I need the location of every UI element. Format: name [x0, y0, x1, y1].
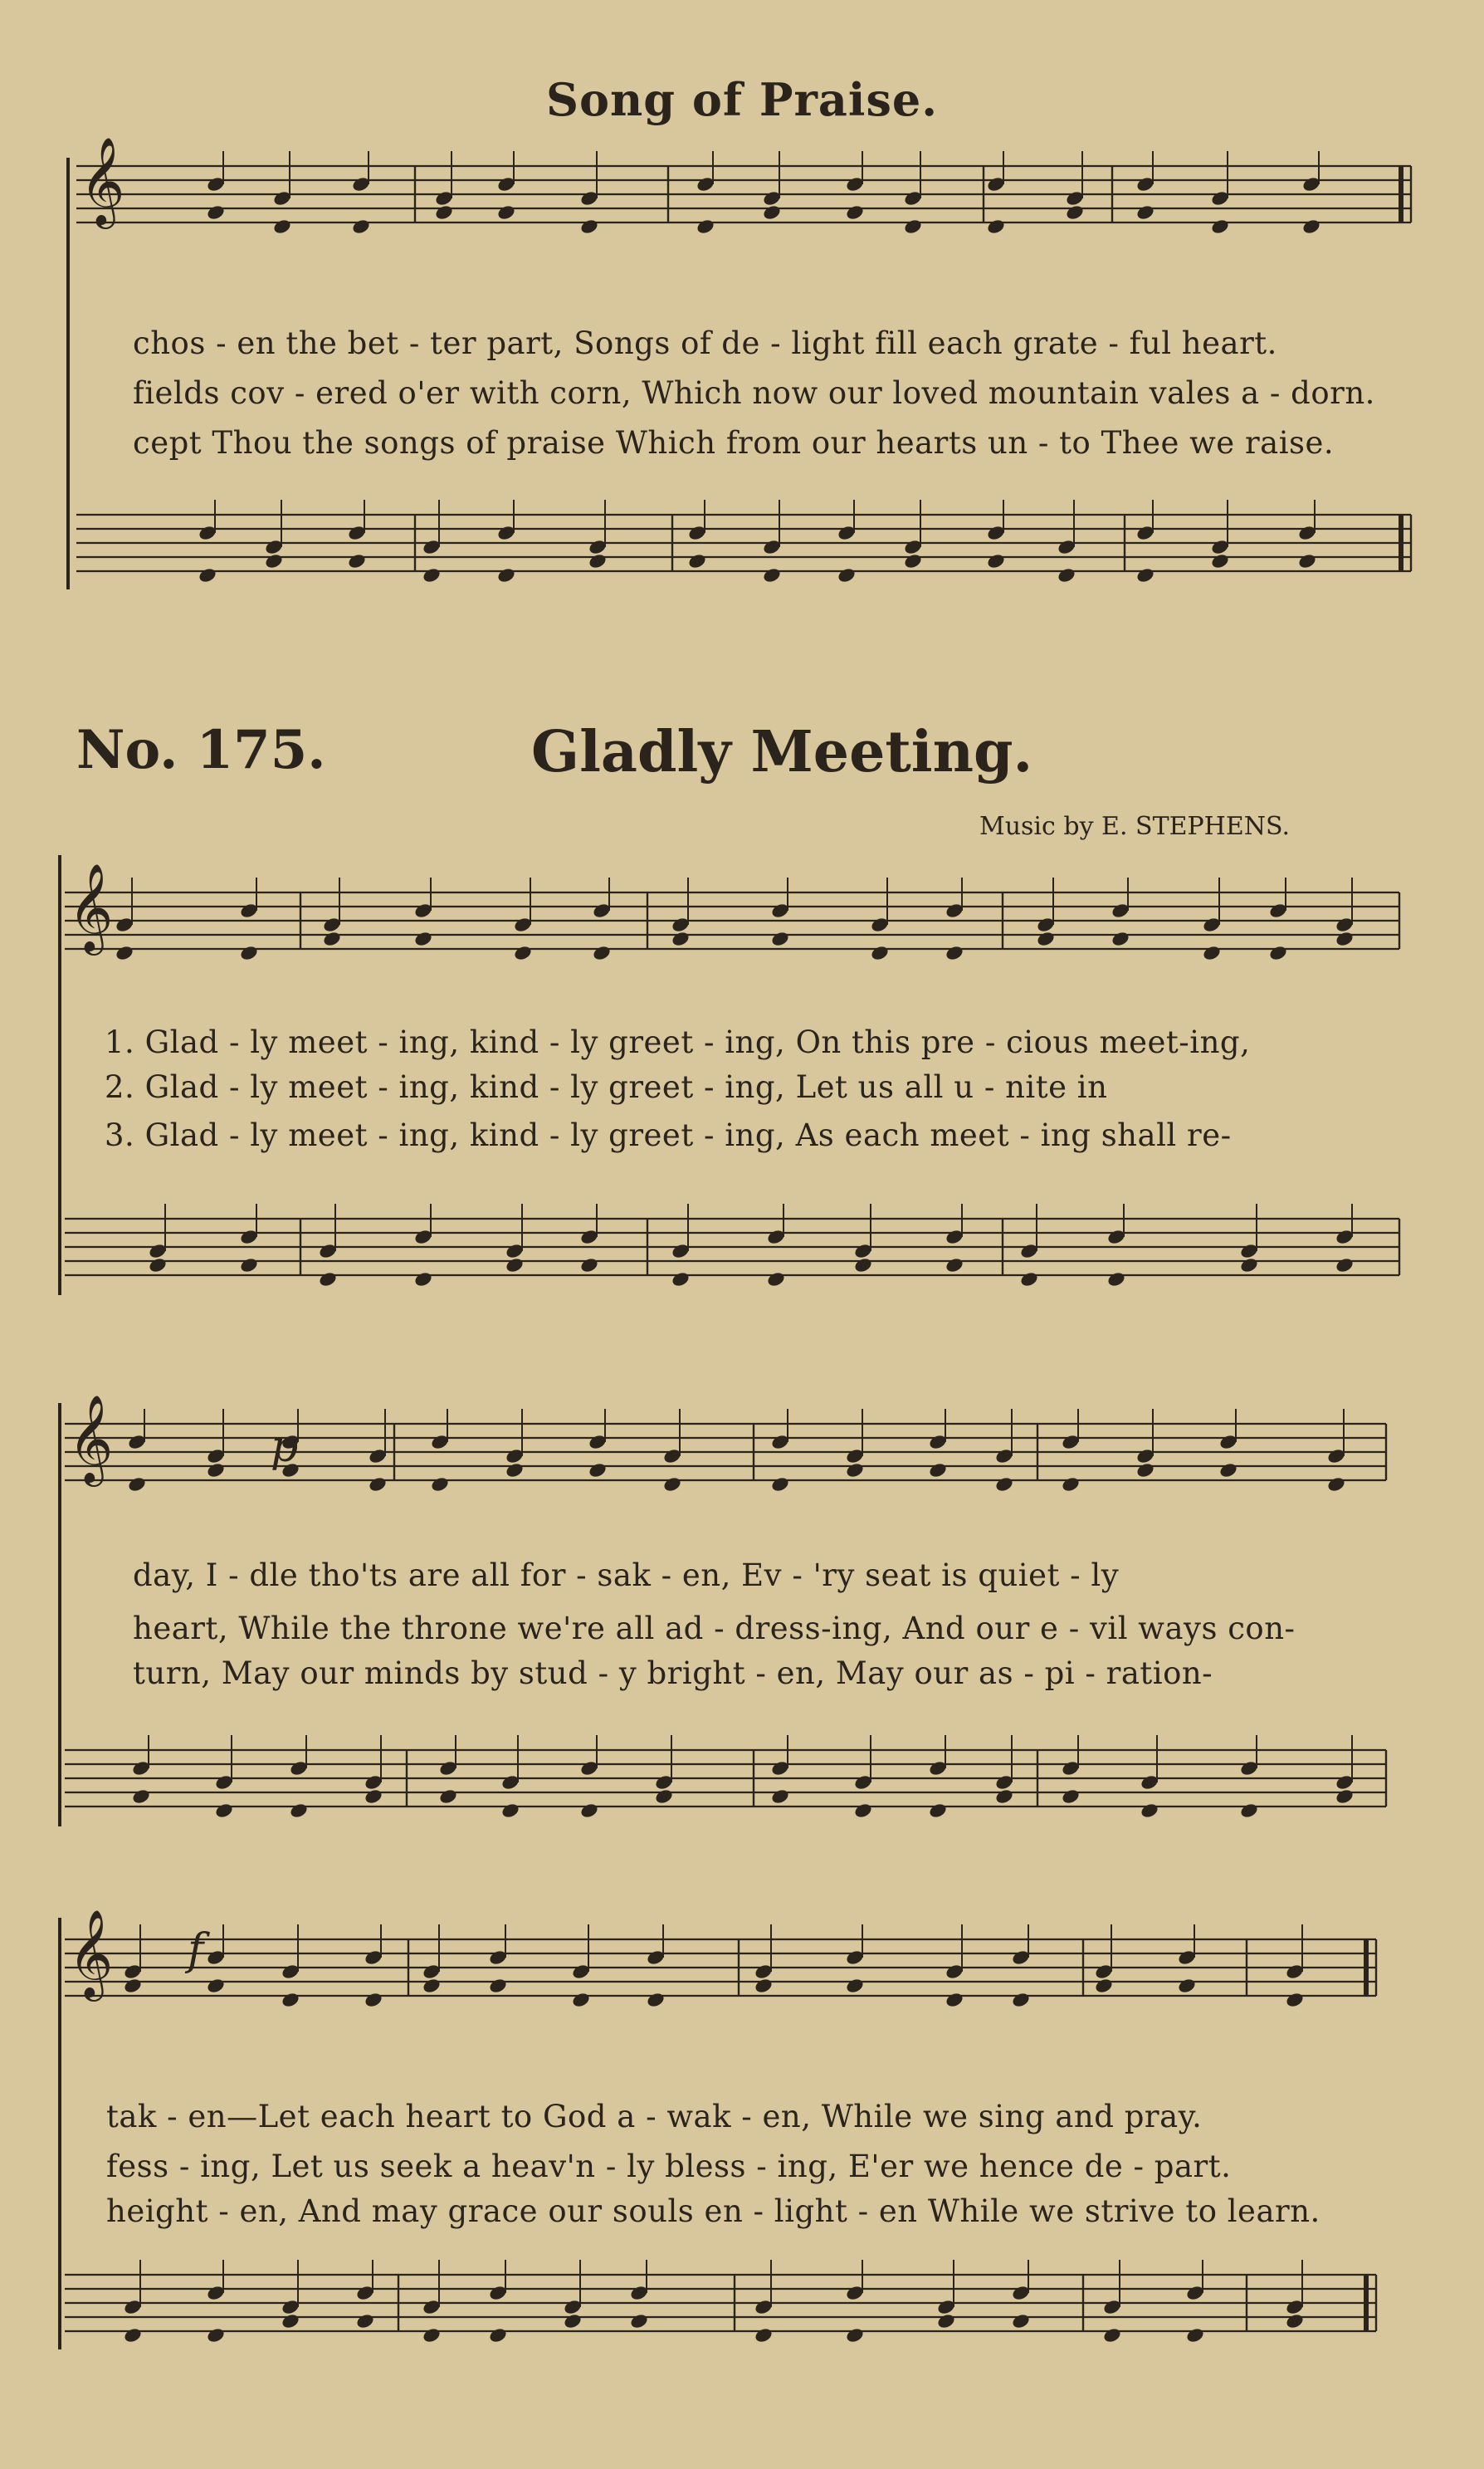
top-treble-clef-icon: 𝄞	[80, 136, 125, 225]
hymn-composer-credit: Music by E. STEPHENS.	[979, 812, 1291, 841]
system2-treble-staff	[65, 1424, 1386, 1480]
top-lyric-verse-3: cept Thou the songs of praise Which from our hearts un - to Thee we raise.	[133, 425, 1335, 461]
system3-lyric-verse-1: tak - en—Let each heart to God a - wak - en, While we sing and pray.	[106, 2099, 1203, 2134]
system3-lyric-verse-2: fess - ing, Let us seek a heav'n - ly bless - ing, E'er we hence de - part.	[106, 2149, 1232, 2184]
system1-lyric-verse-3: 3. Glad - ly meet - ing, kind - ly greet - ing, As each meet - ing shall re-	[105, 1117, 1232, 1153]
system2-treble-clef-icon: 𝄞	[68, 1394, 114, 1483]
top-lyric-verse-2: fields cov - ered o'er with corn, Which now our loved mountain vales a - dorn.	[133, 375, 1375, 411]
system2-lyric-verse-3: turn, May our minds by stud - y bright - en, May our as - pi - ration-	[133, 1655, 1213, 1691]
system2-bass-staff	[65, 1750, 1386, 1807]
system3-treble-clef-icon: 𝄞	[68, 1909, 114, 1997]
system2-lyric-verse-2: heart, While the throne we're all ad - dress-ing, And our e - vil ways con-	[133, 1611, 1296, 1646]
hymn-number: No. 175.	[76, 719, 326, 781]
system1-bass-staff	[65, 1219, 1399, 1275]
top-hymn-title: Song of Praise.	[546, 73, 938, 126]
system1-lyric-verse-2: 2. Glad - ly meet - ing, kind - ly greet - ing, Let us all u - nite in	[105, 1069, 1108, 1105]
system3-lyric-verse-3: height - en, And may grace our souls en - light - en While we strive to learn.	[106, 2193, 1320, 2229]
system1-treble-staff	[65, 892, 1399, 949]
hymn-title: Gladly Meeting.	[531, 719, 1033, 785]
top-treble-staff	[76, 166, 1411, 222]
system3-bass-staff	[65, 2275, 1376, 2331]
dynamic-forte: f	[188, 1925, 204, 1975]
system2-lyric-verse-1: day, I - dle tho'ts are all for - sak - en, Ev - 'ry seat is quiet - ly	[133, 1557, 1120, 1593]
dynamic-piano: p	[271, 1422, 299, 1472]
system1-treble-clef-icon: 𝄞	[68, 863, 114, 951]
top-lyric-verse-1: chos - en the bet - ter part, Songs of de - light fill each grate - ful heart.	[133, 325, 1277, 361]
system1-lyric-verse-1: 1. Glad - ly meet - ing, kind - ly greet - ing, On this pre - cious meet-ing,	[105, 1024, 1251, 1060]
